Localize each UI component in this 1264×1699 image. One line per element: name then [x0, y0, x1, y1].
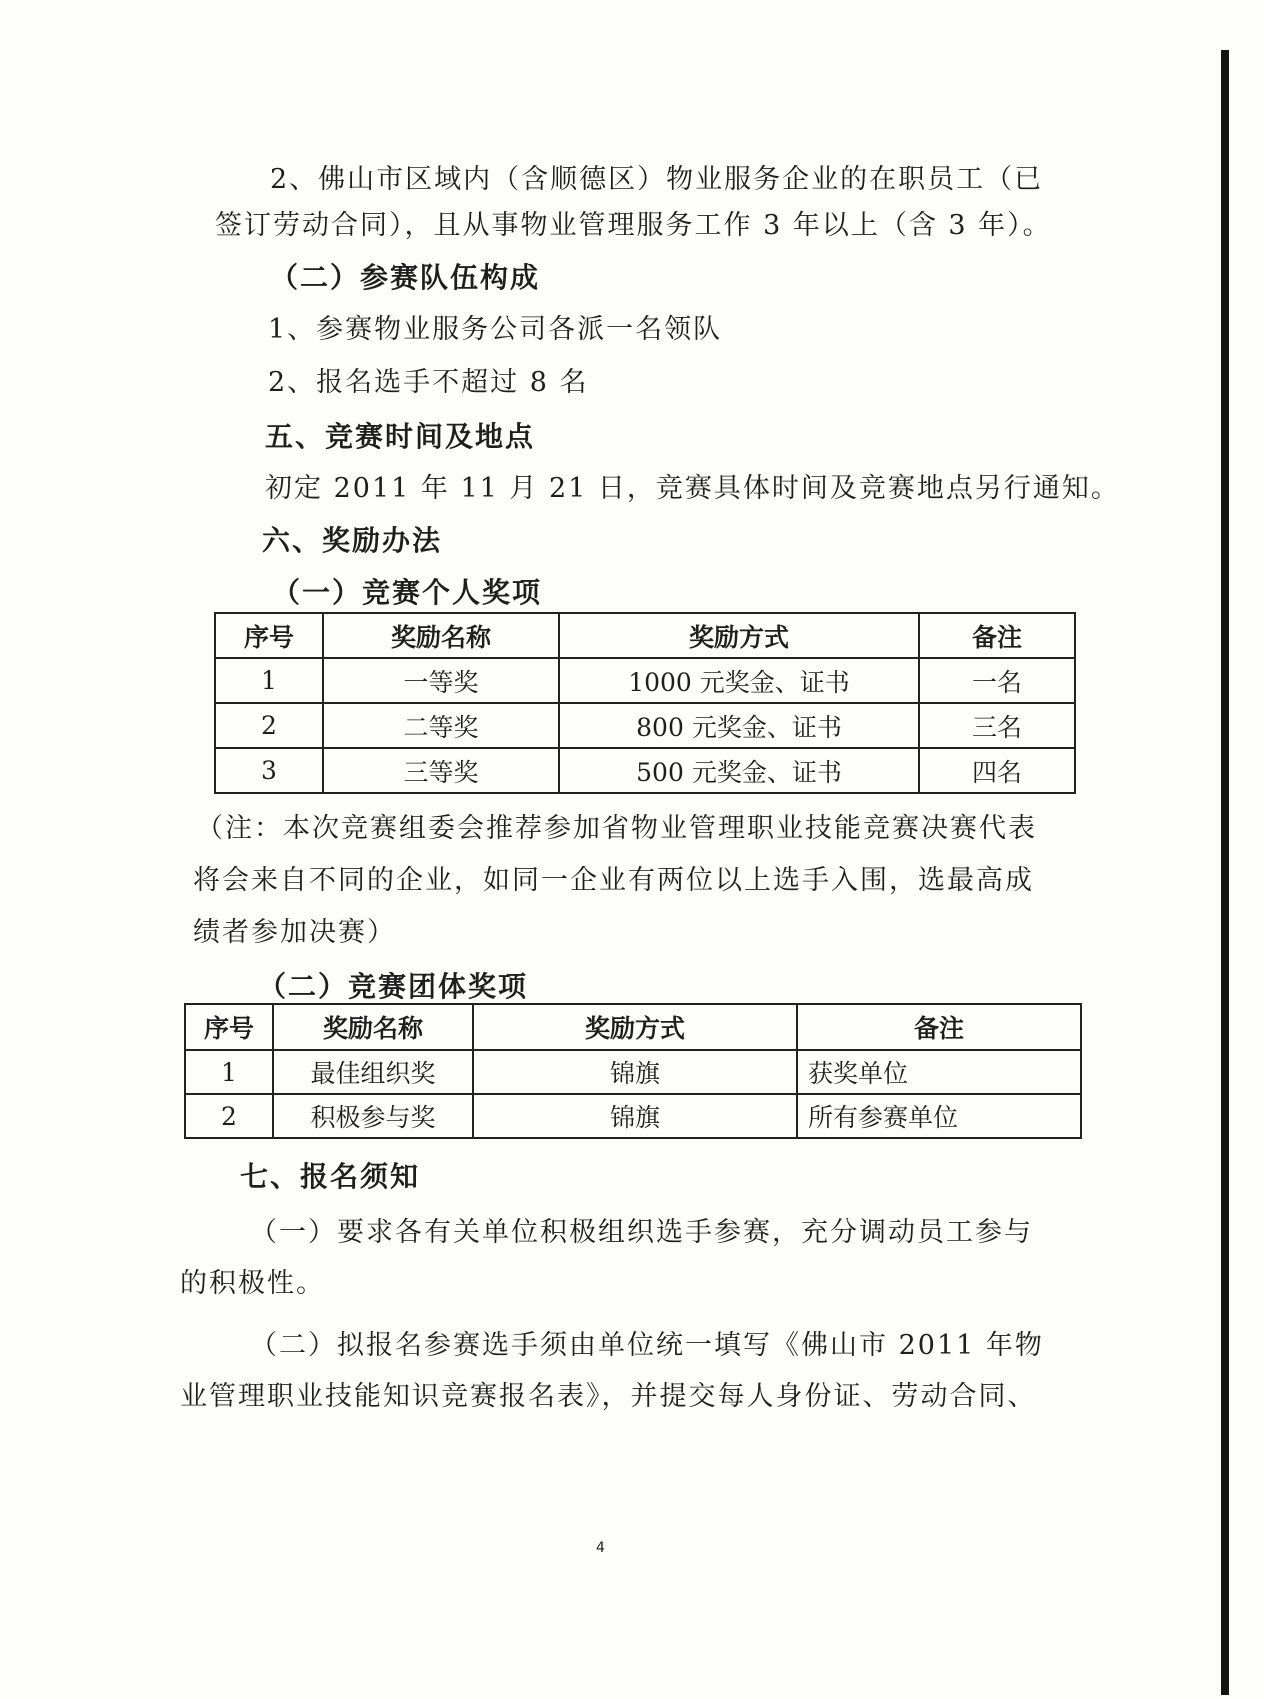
registration-item-1-line-2: 的积极性。 [180, 1268, 325, 1299]
table-cell: 一等奖 [323, 658, 559, 703]
table-cell: 2 [185, 1094, 273, 1138]
table-cell: 1 [215, 658, 323, 703]
registration-item-1-line-1: （一）要求各有关单位积极组织选手参赛，充分调动员工参与 [250, 1217, 1033, 1248]
table-row [185, 1050, 1081, 1094]
team-awards-table [184, 1003, 1082, 1139]
table-cell: 1 [185, 1050, 273, 1094]
table-cell: 1000 元奖金、证书 [559, 658, 919, 703]
table-cell: 积极参与奖 [273, 1094, 473, 1138]
header-cell: 奖励名称 [273, 1004, 473, 1050]
eligibility-line-1: 2、佛山市区域内（含顺德区）物业服务企业的在职员工（已 [270, 164, 1044, 195]
note-line-1: （注：本次竞赛组委会推荐参加省物业管理职业技能竞赛决赛代表 [196, 813, 1037, 844]
table-cell: 二等奖 [323, 703, 559, 748]
header-cell: 奖励方式 [473, 1004, 797, 1050]
note-line-3: 绩者参加决赛） [193, 917, 396, 948]
table-cell: 锦旗 [473, 1094, 797, 1138]
registration-heading: 七、报名须知 [240, 1160, 421, 1193]
table-cell: 一名 [919, 658, 1075, 703]
registration-item-2-line-2: 业管理职业技能知识竞赛报名表》，并提交每人身份证、劳动合同、 [180, 1381, 1037, 1412]
note-line-2: 将会来自不同的企业，如同一企业有两位以上选手入围，选最高成 [193, 865, 1034, 896]
eligibility-line-2: 签订劳动合同），且从事物业管理服务工作 3 年以上（含 3 年）。 [215, 210, 1052, 241]
table-header-row [215, 613, 1075, 658]
header-cell: 奖励方式 [559, 613, 919, 658]
time-place-heading: 五、竞赛时间及地点 [265, 420, 536, 453]
table-cell: 最佳组织奖 [273, 1050, 473, 1094]
table-header-row [185, 1004, 1081, 1050]
page-number: 4 [596, 1540, 605, 1556]
individual-awards-table [214, 612, 1076, 794]
header-cell: 备注 [919, 613, 1075, 658]
team-item-1: 1、参赛物业服务公司各派一名领队 [268, 314, 723, 345]
table-row [215, 658, 1075, 703]
registration-item-2-line-1: （二）拟报名参赛选手须由单位统一填写《佛山市 2011 年物 [250, 1330, 1044, 1361]
team-composition-heading: （二）参赛队伍构成 [270, 261, 541, 294]
header-cell: 备注 [797, 1004, 1081, 1050]
awards-heading: 六、奖励办法 [262, 524, 443, 557]
table-cell: 3 [215, 748, 323, 793]
table-row [215, 703, 1075, 748]
time-place-text: 初定 2011 年 11 月 21 日，竞赛具体时间及竞赛地点另行通知。 [265, 473, 1120, 504]
table-row [215, 748, 1075, 793]
header-cell: 序号 [185, 1004, 273, 1050]
table-cell: 三等奖 [323, 748, 559, 793]
header-cell: 奖励名称 [323, 613, 559, 658]
table-cell: 500 元奖金、证书 [559, 748, 919, 793]
team-awards-heading: （二）竞赛团体奖项 [258, 970, 529, 1003]
table-cell: 2 [215, 703, 323, 748]
table-cell: 三名 [919, 703, 1075, 748]
individual-awards-heading: （一）竞赛个人奖项 [272, 576, 543, 609]
table-row [185, 1094, 1081, 1138]
table-cell: 800 元奖金、证书 [559, 703, 919, 748]
table-cell: 四名 [919, 748, 1075, 793]
table-cell: 获奖单位 [797, 1050, 1081, 1094]
scan-edge-shadow [1221, 50, 1229, 1695]
header-cell: 序号 [215, 613, 323, 658]
table-cell: 锦旗 [473, 1050, 797, 1094]
table-cell: 所有参赛单位 [797, 1094, 1081, 1138]
team-item-2: 2、报名选手不超过 8 名 [268, 367, 589, 398]
